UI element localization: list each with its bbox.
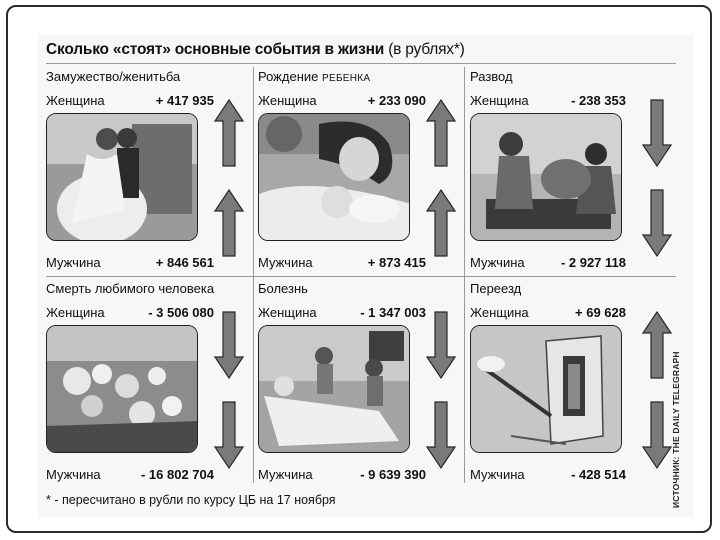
event-title: Рождение РЕБЕНКА — [258, 69, 371, 84]
man-label: Мужчина — [470, 255, 525, 270]
man-value: - 9 639 390 — [360, 467, 426, 482]
woman-label: Женщина — [46, 305, 105, 320]
slide-frame — [6, 5, 712, 533]
woman-value: + 69 628 — [575, 305, 626, 320]
moving-wardrobe-photo — [470, 325, 622, 453]
column-divider-1 — [253, 67, 254, 483]
woman-value: + 417 935 — [155, 93, 214, 108]
event-cell-death-of-loved-one — [46, 281, 251, 491]
man-label: Мужчина — [46, 255, 101, 270]
newspaper-clipping — [38, 35, 693, 517]
event-cell-childbirth — [258, 69, 463, 279]
event-title: Развод — [470, 69, 513, 84]
man-value: + 873 415 — [367, 255, 426, 270]
hospital-photo — [258, 325, 410, 453]
event-title: Переезд — [470, 281, 522, 296]
top-divider — [46, 63, 676, 64]
woman-value: - 3 506 080 — [148, 305, 214, 320]
event-cell-marriage — [46, 69, 251, 279]
article-headline — [46, 41, 676, 59]
column-divider-2 — [464, 67, 465, 483]
woman-up-arrow-icon — [426, 99, 456, 167]
divorce-photo — [470, 113, 622, 241]
footnote: * - пересчитано в рубли по курсу ЦБ на 17 ноября — [46, 493, 336, 507]
mother-baby-photo — [258, 113, 410, 241]
woman-up-arrow-icon — [642, 311, 672, 379]
man-label: Мужчина — [46, 467, 101, 482]
headline-note: (в рублях*) — [388, 41, 465, 58]
headline-title: Сколько «стоят» основные события в жизни — [46, 41, 385, 58]
man-label: Мужчина — [258, 467, 313, 482]
man-down-arrow-icon — [214, 401, 244, 469]
wedding-photo — [46, 113, 198, 241]
man-up-arrow-icon — [426, 189, 456, 257]
man-value: - 428 514 — [571, 467, 626, 482]
event-title: Болезнь — [258, 281, 308, 296]
source-credit — [670, 351, 682, 515]
man-down-arrow-icon — [426, 401, 456, 469]
woman-label: Женщина — [46, 93, 105, 108]
man-down-arrow-icon — [642, 401, 672, 469]
woman-value: - 238 353 — [571, 93, 626, 108]
woman-label: Женщина — [258, 93, 317, 108]
woman-down-arrow-icon — [426, 311, 456, 379]
man-value: + 846 561 — [155, 255, 214, 270]
man-down-arrow-icon — [642, 189, 672, 257]
woman-label: Женщина — [258, 305, 317, 320]
source-text: ИСТОЧНИК: THE DAILY TELEGRAPH — [671, 351, 681, 508]
woman-label: Женщина — [470, 305, 529, 320]
woman-down-arrow-icon — [642, 99, 672, 167]
event-cell-divorce — [470, 69, 675, 279]
man-label: Мужчина — [470, 467, 525, 482]
event-cell-relocation — [470, 281, 675, 491]
man-label: Мужчина — [258, 255, 313, 270]
woman-value: - 1 347 003 — [360, 305, 426, 320]
woman-value: + 233 090 — [367, 93, 426, 108]
funeral-flowers-photo — [46, 325, 198, 453]
man-value: - 16 802 704 — [140, 467, 214, 482]
man-value: - 2 927 118 — [560, 255, 626, 270]
woman-down-arrow-icon — [214, 311, 244, 379]
woman-label: Женщина — [470, 93, 529, 108]
man-up-arrow-icon — [214, 189, 244, 257]
event-cell-illness — [258, 281, 463, 491]
woman-up-arrow-icon — [214, 99, 244, 167]
event-title: Замужество/женитьба — [46, 69, 181, 84]
event-title: Смерть любимого человека — [46, 281, 215, 296]
